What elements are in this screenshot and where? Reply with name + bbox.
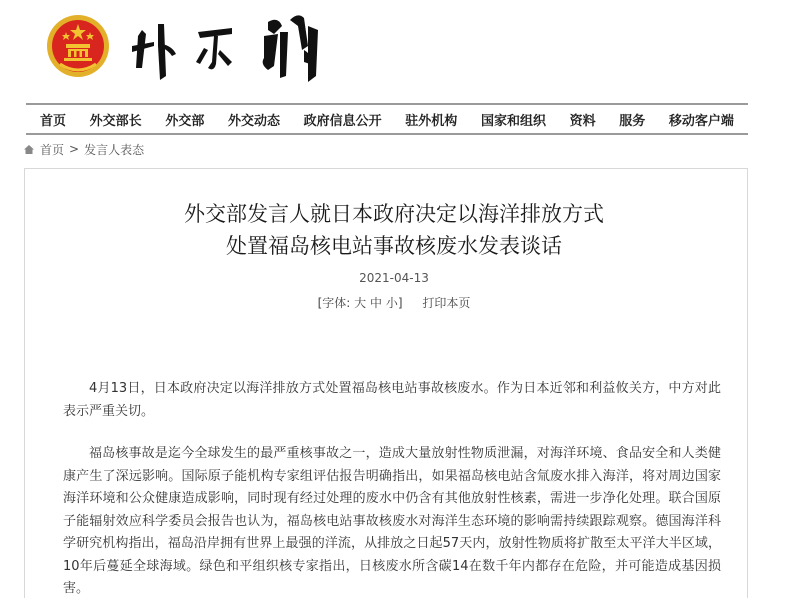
nav-item-missions[interactable]: 驻外机构 <box>405 113 458 129</box>
article-tools <box>0 294 788 311</box>
nav-item-mobile[interactable]: 移动客户端 <box>668 113 734 129</box>
nav-item-home[interactable]: 首页 <box>40 113 67 129</box>
article-paragraph: 福岛核事故是迄今全球发生的最严重核事故之一，造成大量放射性物质泄漏，对海洋环境、食品安全和人类健康产生了深远影响。国际原子能机构专家组评估报告明确指出，如果福岛核电站含氚废水排入海洋，将对周边国家海洋环境和公众健康造成影响，同时现有经过处理的废水中仍含有其他放射性核素，需进一步净化处理。联合国原子能辐射效应科学委员会报告也认为，福岛核电站事故核废水对海洋生态环境的影响需持续跟踪观察。德国海洋科学研究机构指出，福岛沿岸拥有世界上最强的洋流，从排放之日起57天内，放射性物质将扩散至太平洋大半区域，10年后蔓延全球海域。绿色和平组织核专家指出，日核废水所含碳14在数千年内都存在危险，并可能造成基因损害。 <box>63 446 721 596</box>
article-title-line-1: 外交部发言人就日本政府决定以海洋排放方式 <box>184 202 604 226</box>
nav-item-countries[interactable]: 国家和组织 <box>480 113 546 129</box>
font-label: [字体: <box>317 296 351 310</box>
nav-item-services[interactable]: 服务 <box>619 113 646 129</box>
font-medium-button[interactable]: 中 <box>370 296 383 310</box>
ministry-calligraphy-logo[interactable] <box>128 6 338 92</box>
nav-item-resources[interactable]: 资料 <box>569 113 596 129</box>
home-icon <box>24 145 34 154</box>
main-nav <box>26 103 748 135</box>
nav-item-ministry[interactable]: 外交部 <box>165 113 205 129</box>
font-large-button[interactable]: 大 <box>354 296 367 310</box>
article-title <box>0 198 788 262</box>
print-button[interactable]: 打印本页 <box>422 296 471 310</box>
font-small-button[interactable]: 小] <box>385 296 403 310</box>
article-date: 2021-04-13 <box>359 271 429 285</box>
breadcrumb-separator: > <box>69 142 80 156</box>
nav-item-diplomatic-news[interactable]: 外交动态 <box>227 113 280 129</box>
breadcrumb-current-link[interactable]: 发言人表态 <box>84 142 145 157</box>
national-emblem-icon[interactable] <box>46 14 110 78</box>
article-title-line-2: 处置福岛核电站事故核废水发表谈话 <box>226 234 562 258</box>
article-paragraph: 4月13日，日本政府决定以海洋排放方式处置福岛核电站事故核废水。作为日本近邻和利益攸关方，中方对此表示严重关切。 <box>63 381 721 419</box>
breadcrumb-home-link[interactable]: 首页 <box>40 142 65 157</box>
site-header <box>0 0 788 100</box>
font-size-control <box>318 296 407 310</box>
breadcrumb <box>24 140 144 158</box>
nav-item-minister[interactable]: 外交部长 <box>89 113 142 129</box>
nav-item-gov-info[interactable]: 政府信息公开 <box>303 113 382 129</box>
